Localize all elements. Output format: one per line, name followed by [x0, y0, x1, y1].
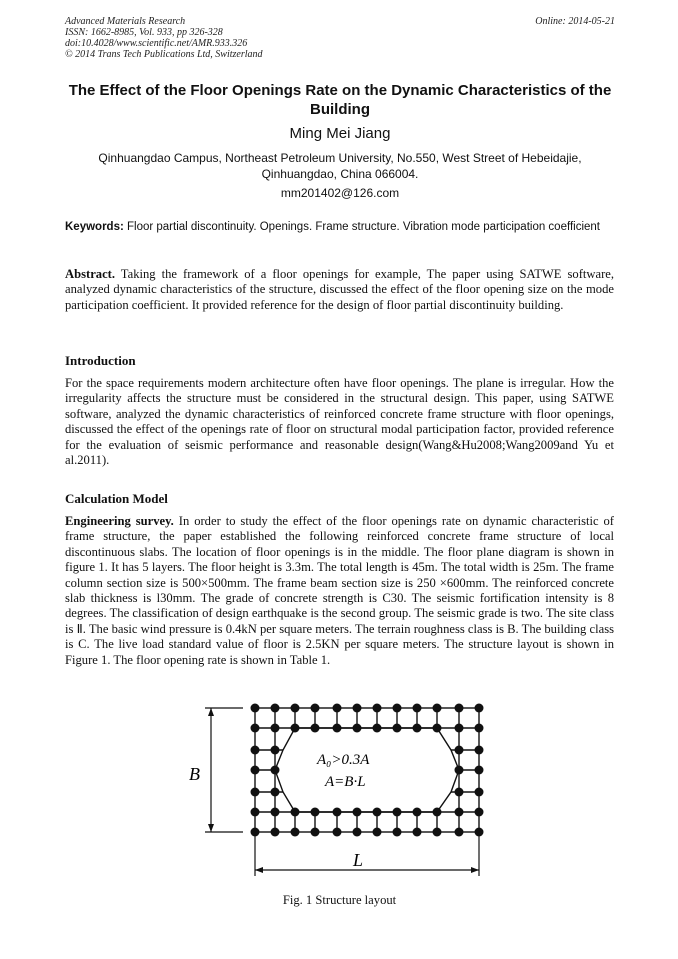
column-node — [271, 828, 280, 837]
column-node — [413, 808, 422, 817]
column-node — [433, 828, 442, 837]
issn-line: ISSN: 1662-8985, Vol. 933, pp 326-328 — [65, 27, 223, 38]
dim-b-arrow-bottom — [208, 824, 214, 832]
figure-1 — [185, 696, 495, 886]
column-node — [353, 828, 362, 837]
column-node — [311, 828, 320, 837]
column-node — [333, 704, 342, 713]
column-node — [475, 704, 484, 713]
keywords-label: Keywords: — [65, 221, 124, 233]
column-node — [373, 828, 382, 837]
column-node — [455, 808, 464, 817]
engineering-survey-lead: Engineering survey. — [65, 514, 174, 528]
column-node — [311, 704, 320, 713]
column-nodes — [251, 704, 484, 837]
copyright-line: © 2014 Trans Tech Publications Ltd, Switzerland — [65, 49, 263, 60]
column-node — [291, 724, 300, 733]
affiliation: Qinhuangdao Campus, Northeast Petroleum University, No.550, West Street of Hebeidajie, Qinhuangdao, China 066004. — [98, 151, 582, 181]
journal-name: Advanced Materials Research — [65, 16, 186, 27]
column-node — [413, 704, 422, 713]
column-node — [271, 746, 280, 755]
frame-grid — [255, 708, 479, 832]
label-b: B — [189, 764, 200, 784]
column-node — [393, 828, 402, 837]
figure-caption: Fig. 1 Structure layout — [282, 893, 397, 907]
label-l: L — [353, 850, 364, 870]
calculation-model-heading: Calculation Model — [65, 491, 168, 506]
column-node — [271, 724, 280, 733]
column-node — [271, 808, 280, 817]
column-node — [455, 788, 464, 797]
dim-l-arrow-right — [471, 867, 479, 873]
column-node — [433, 704, 442, 713]
column-node — [333, 828, 342, 837]
column-node — [291, 828, 300, 837]
column-node — [373, 724, 382, 733]
column-node — [413, 828, 422, 837]
opening-boundary — [275, 728, 459, 812]
column-node — [291, 704, 300, 713]
column-node — [251, 746, 260, 755]
journal-header — [65, 16, 615, 60]
column-node — [393, 808, 402, 817]
introduction-text: For the space requirements modern architecture often have floor openings. The plane is irregular. How the irregularity affects the structure must be considered in the structural design. This paper, using SATWE software, analyzed the dynamic characteristics of reinforced concrete frame structure with floor openings, discussed the effect of the openings rate of floor on structural modal participation factor, provided reference for the evaluation of seismic performance and reasonable design(Wang&Hu2008;Wang2009and Yu et al.2011). — [65, 376, 614, 468]
column-node — [455, 724, 464, 733]
column-node — [251, 828, 260, 837]
paper-title: The Effect of the Floor Openings Rate on the Dynamic Characteristics of the Building — [68, 82, 612, 118]
column-node — [433, 808, 442, 817]
keywords-text: Floor partial discontinuity. Openings. Frame structure. Vibration mode participation coefficient — [123, 221, 601, 233]
column-node — [455, 746, 464, 755]
dim-b-arrow-top — [208, 708, 214, 716]
column-node — [271, 766, 280, 775]
online-date: Online: 2014-05-21 — [535, 16, 615, 27]
column-node — [475, 724, 484, 733]
author-email: mm201402@126.com — [280, 186, 400, 200]
column-node — [475, 746, 484, 755]
column-node — [393, 704, 402, 713]
dim-l-arrow-left — [255, 867, 263, 873]
column-node — [291, 808, 300, 817]
column-node — [455, 766, 464, 775]
column-node — [251, 766, 260, 775]
column-node — [413, 724, 422, 733]
keywords — [65, 220, 614, 234]
column-node — [475, 828, 484, 837]
column-node — [393, 724, 402, 733]
column-node — [455, 828, 464, 837]
column-node — [311, 724, 320, 733]
column-node — [311, 808, 320, 817]
column-node — [333, 724, 342, 733]
frame-outline — [255, 708, 479, 832]
column-node — [251, 808, 260, 817]
abstract-label: Abstract. — [65, 267, 116, 281]
formula-opening-area: A₀>0.3A — [317, 752, 370, 768]
column-node — [333, 808, 342, 817]
column-node — [373, 704, 382, 713]
column-node — [251, 724, 260, 733]
engineering-survey — [65, 514, 614, 668]
column-node — [353, 808, 362, 817]
abstract-text: Taking the framework of a floor openings for example, The paper using SATWE software, analyzed dynamic characteristics of the structure, discussed the effect of the floor opening size on the mode participation coefficient. It provided reference for the design of floor partial discontinuity building. — [65, 267, 614, 312]
column-node — [271, 704, 280, 713]
column-node — [271, 788, 280, 797]
column-node — [475, 808, 484, 817]
column-node — [251, 704, 260, 713]
column-node — [475, 766, 484, 775]
structure-layout-diagram — [185, 696, 495, 886]
column-node — [353, 724, 362, 733]
column-node — [475, 788, 484, 797]
abstract — [65, 267, 614, 313]
column-node — [251, 788, 260, 797]
column-node — [373, 808, 382, 817]
author-name: Ming Mei Jiang — [289, 125, 391, 142]
formula-total-area: A=B·L — [325, 774, 366, 790]
doi-line: doi:10.4028/www.scientific.net/AMR.933.326 — [65, 38, 248, 49]
column-node — [455, 704, 464, 713]
column-node — [433, 724, 442, 733]
engineering-survey-text: In order to study the effect of the floor openings rate on dynamic characteristic of frame structure, the paper established the following reinforced concrete frame structure of local discontinuous slabs. The location of floor openings is in the middle. The floor plane diagram is shown in figure 1. It has 5 layers. The floor height is 3.3m. The total length is 45m. The total width is 25m. The frame column section size is 500×500mm. The frame beam section size is 250 ×600mm. The reinforced concrete slab thickness is l30mm. The grade of concrete strength is C30. The seismic fortification intensity is 8 degrees. The classification of design earthquake is the second group. The seismic grade is two. The site class is Ⅱ. The basic wind pressure is 0.4kN per square meters. The terrain roughness class is B. The building class is C. The live load standard value of floor is 2.5KN per square meters. The structure layout is shown in Figure 1. The floor opening rate is shown in Table 1. — [65, 514, 614, 667]
introduction-heading: Introduction — [65, 353, 136, 368]
column-node — [353, 704, 362, 713]
